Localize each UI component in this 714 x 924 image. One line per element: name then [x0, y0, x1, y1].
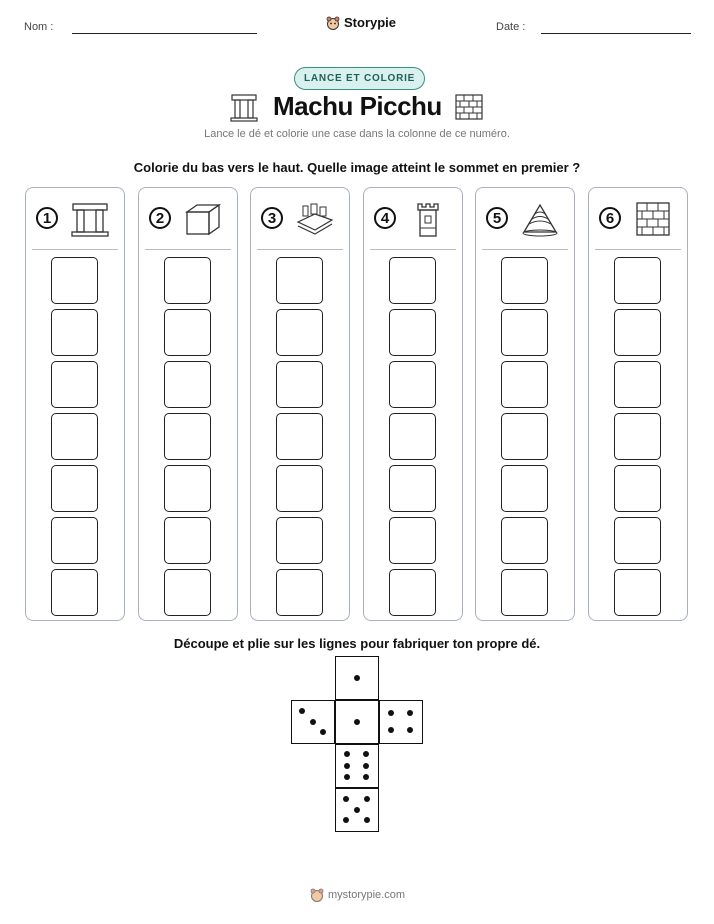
dice-face-5 — [335, 788, 379, 832]
dice-face-1 — [335, 656, 379, 700]
color-box[interactable] — [501, 257, 548, 304]
color-box[interactable] — [276, 413, 323, 460]
color-box[interactable] — [276, 257, 323, 304]
column-6 — [588, 187, 688, 621]
color-box[interactable] — [389, 309, 436, 356]
color-box[interactable] — [614, 569, 661, 616]
color-box[interactable] — [614, 413, 661, 460]
dice-pip — [388, 710, 394, 716]
color-box[interactable] — [51, 309, 98, 356]
name-label: Nom : — [24, 21, 54, 33]
color-box[interactable] — [501, 361, 548, 408]
color-box[interactable] — [614, 257, 661, 304]
color-box[interactable] — [389, 465, 436, 512]
color-box[interactable] — [276, 361, 323, 408]
column-divider — [482, 249, 568, 250]
dice-pip — [354, 807, 360, 813]
ruins-terraces-icon — [295, 200, 335, 238]
color-box[interactable] — [389, 361, 436, 408]
dice-pip — [388, 727, 394, 733]
dice-pip — [343, 817, 349, 823]
color-box[interactable] — [614, 465, 661, 512]
brand-logo — [326, 15, 396, 30]
dice-face-4 — [379, 700, 423, 744]
color-box[interactable] — [276, 517, 323, 564]
color-box[interactable] — [164, 465, 211, 512]
brick-wall-icon — [633, 200, 673, 238]
color-box[interactable] — [389, 569, 436, 616]
column-number: 1 — [36, 207, 58, 229]
column-number: 3 — [261, 207, 283, 229]
color-box[interactable] — [389, 517, 436, 564]
dice-pip — [344, 774, 350, 780]
column-2 — [138, 187, 238, 621]
activity-badge: LANCE ET COLORIE — [294, 67, 425, 90]
color-box[interactable] — [276, 569, 323, 616]
color-box[interactable] — [614, 309, 661, 356]
dice-pip — [354, 675, 360, 681]
color-box[interactable] — [164, 361, 211, 408]
date-label: Date : — [496, 21, 526, 33]
dice-pip — [407, 727, 413, 733]
storypie-mascot-icon — [310, 888, 324, 902]
storypie-mascot-icon — [326, 16, 340, 30]
color-box[interactable] — [276, 465, 323, 512]
date-line[interactable] — [541, 33, 691, 34]
color-box[interactable] — [51, 257, 98, 304]
column-number: 5 — [486, 207, 508, 229]
column-divider — [370, 249, 456, 250]
dice-pip — [343, 796, 349, 802]
dice-pip — [320, 729, 326, 735]
column-divider — [145, 249, 231, 250]
color-box[interactable] — [501, 517, 548, 564]
dice-pip — [364, 817, 370, 823]
stone-gate-icon — [230, 92, 258, 122]
name-line[interactable] — [72, 33, 257, 34]
dice-instruction: Découpe et plie sur les lignes pour fabriquer ton propre dé. — [173, 636, 541, 651]
color-box[interactable] — [164, 413, 211, 460]
color-box[interactable] — [51, 413, 98, 460]
color-box[interactable] — [276, 309, 323, 356]
color-box[interactable] — [51, 465, 98, 512]
dice-pip — [354, 719, 360, 725]
column-number: 4 — [374, 207, 396, 229]
column-divider — [257, 249, 343, 250]
color-box[interactable] — [164, 517, 211, 564]
tower-icon — [408, 200, 448, 238]
dice-face-3 — [291, 700, 335, 744]
footer-link[interactable]: mystorypie.com — [328, 889, 406, 901]
coloring-instruction: Colorie du bas vers le haut. Quelle image atteint le sommet en premier ? — [133, 160, 581, 175]
brick-wall-icon — [455, 94, 483, 120]
color-box[interactable] — [389, 413, 436, 460]
dice-pip — [363, 774, 369, 780]
dice-pip — [344, 763, 350, 769]
column-4 — [363, 187, 463, 621]
dice-pip — [363, 751, 369, 757]
stone-gate-icon — [70, 200, 110, 238]
color-box[interactable] — [164, 257, 211, 304]
dice-face-1 — [335, 700, 379, 744]
column-5 — [475, 187, 575, 621]
page-title: Machu Picchu — [273, 91, 442, 121]
color-box[interactable] — [501, 413, 548, 460]
color-box[interactable] — [51, 361, 98, 408]
color-box[interactable] — [501, 569, 548, 616]
dice-face-6 — [335, 744, 379, 788]
column-divider — [595, 249, 681, 250]
column-number: 2 — [149, 207, 171, 229]
stone-block-icon — [183, 200, 223, 238]
dice-pip — [407, 710, 413, 716]
dice-pip — [299, 708, 305, 714]
color-box[interactable] — [51, 569, 98, 616]
brand-name: Storypie — [344, 15, 397, 30]
color-box[interactable] — [164, 569, 211, 616]
column-divider — [32, 249, 118, 250]
color-box[interactable] — [501, 465, 548, 512]
color-box[interactable] — [51, 517, 98, 564]
color-box[interactable] — [614, 361, 661, 408]
dice-pip — [344, 751, 350, 757]
footer — [310, 888, 405, 902]
color-box[interactable] — [614, 517, 661, 564]
column-number: 6 — [599, 207, 621, 229]
color-box[interactable] — [164, 309, 211, 356]
dice-pip — [363, 763, 369, 769]
color-box[interactable] — [389, 257, 436, 304]
column-1 — [25, 187, 125, 621]
color-box[interactable] — [501, 309, 548, 356]
round-hut-icon — [520, 200, 560, 238]
dice-pip — [364, 796, 370, 802]
column-3 — [250, 187, 350, 621]
dice-pip — [310, 719, 316, 725]
subtitle: Lance le dé et colorie une case dans la colonne de ce numéro. — [204, 128, 510, 140]
